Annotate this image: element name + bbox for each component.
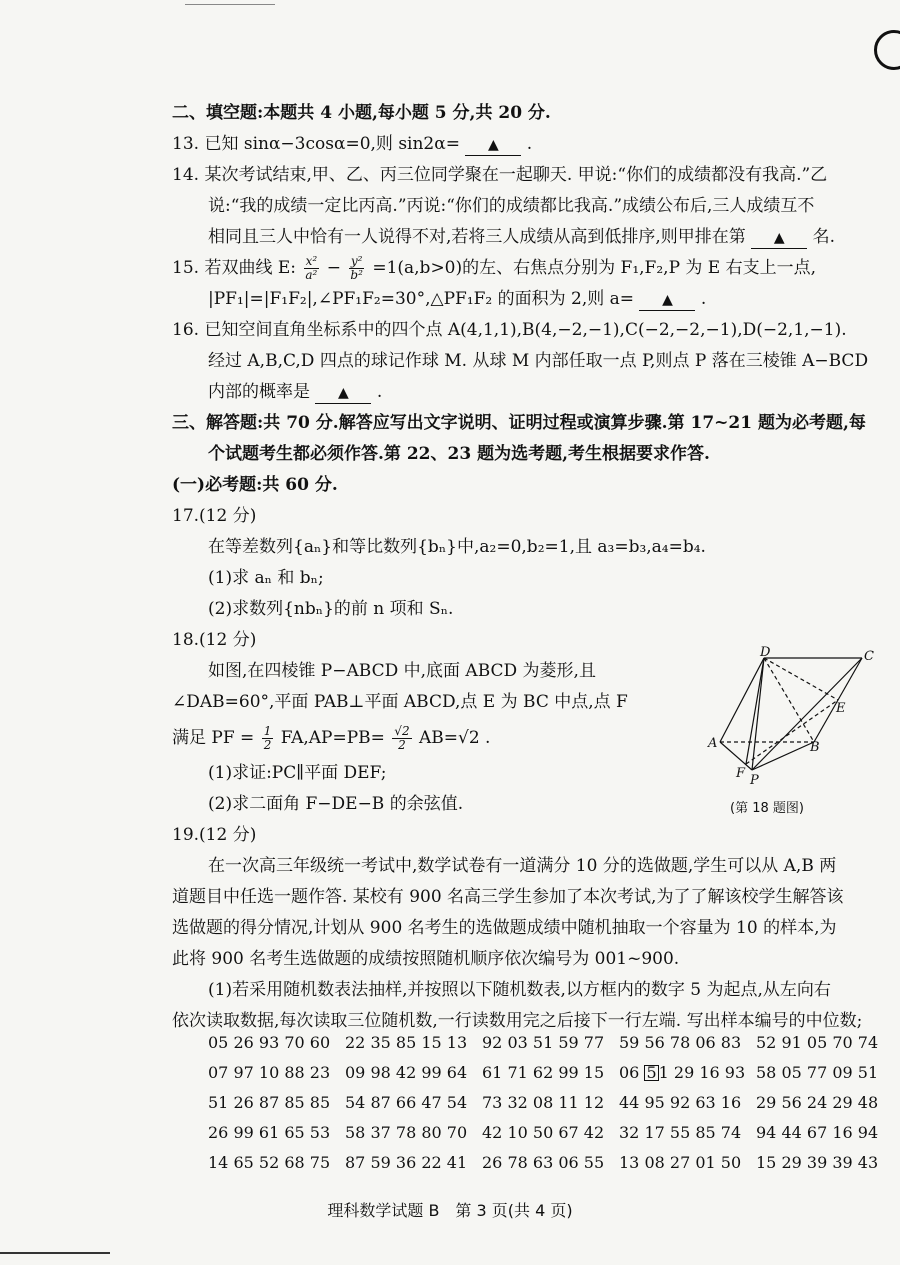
label-B: B	[810, 740, 820, 755]
table-row: 51 26 87 85 85 54 87 66 47 54 73 32 08 11 12 44 95 92 63 16 29 56 24 29 48	[208, 1093, 879, 1112]
answer-blank: ▲	[639, 290, 695, 311]
label-D: D	[760, 646, 771, 660]
question-18-header: 18.(12 分)	[172, 630, 257, 650]
question-15-line1: 15. 若双曲线 E: $\frac{\text{x²}}{\text{a²}}$ − $\frac{\text{y²}}{\text{b²}}$ =1(a,b>0)的左、右焦点分别为 F₁,F₂,P 为 E 右支上一点,	[172, 254, 817, 282]
question-18-line3: 满足 PF = $\frac{1}{2}$ FA,AP=PB= $\frac{√2}{2}$ AB=√2 .	[172, 724, 491, 752]
fraction-one-half: $\frac{1}{2}$	[263, 724, 272, 752]
label-C: C	[864, 649, 874, 664]
question-17-stem: 在等差数列{aₙ}和等比数列{bₙ}中,a₂=0,b₂=1,且 a₃=b₃,a₄=b₄.	[208, 537, 706, 557]
bottom-rule	[0, 1252, 110, 1254]
fraction-x2-a2: $\frac{\text{x²}}{\text{a²}}$	[305, 254, 318, 282]
question-19-line1: 在一次高三年级统一考试中,数学试卷有一道满分 10 分的选做题,学生可以从 A,B 两	[208, 856, 837, 876]
label-A: A	[708, 736, 718, 751]
page-corner-mark	[874, 30, 900, 70]
answer-blank: ▲	[315, 383, 371, 404]
question-17-header: 17.(12 分)	[172, 506, 257, 526]
question-14-line3: 相同且三人中恰有一人说得不对,若将三人成绩从高到低排序,则甲排在第 ▲ 名.	[208, 227, 836, 247]
fraction-y2-b2: $\frac{\text{y²}}{\text{b²}}$	[350, 254, 363, 282]
question-19-line3: 选做题的得分情况,计划从 900 名考生的选做题成绩中随机抽取一个容量为 10 的样本,为	[172, 918, 837, 938]
question-15-line2: |PF₁|=|F₁F₂|,∠PF₁F₂=30°,△PF₁F₂ 的面积为 2,则 a= ▲ .	[208, 289, 707, 309]
main-content	[172, 98, 872, 1037]
question-14-line2: 说:“我的成绩一定比丙高.”丙说:“你们的成绩都比我高.”成绩公布后,三人成绩互不	[208, 196, 815, 216]
section3-heading-line1: 三、解答题:共 70 分.解答应写出文字说明、证明过程或演算步骤.第 17~21 题为必考题,每	[172, 413, 866, 433]
question-14-line1: 14. 某次考试结束,甲、乙、丙三位同学聚在一起聊天. 甲说:“你们的成绩都没有我高.”乙	[172, 165, 828, 185]
question-13: 13. 已知 sinα−3cosα=0,则 sin2α= ▲ .	[172, 134, 533, 154]
label-F: F	[736, 766, 746, 781]
table-row: 26 99 61 65 53 58 37 78 80 70 42 10 50 67 42 32 17 55 85 74 94 44 67 16 94	[208, 1123, 879, 1142]
question-19-line6: 依次读取数据,每次读取三位随机数,一行读数用完之后接下一行左端. 写出样本编号的中位数;	[172, 1011, 863, 1031]
answer-blank: ▲	[465, 135, 521, 156]
edge-PB	[752, 742, 814, 770]
question-19-line5: (1)若采用随机数表法抽样,并按照以下随机数表,以方框内的数字 5 为起点,从左向右	[208, 980, 831, 1000]
question-18-part2: (2)求二面角 F−DE−B 的余弦值.	[208, 794, 464, 814]
question-19-line2: 道题目中任选一题作答. 某校有 900 名高三学生参加了本次考试,为了了解该校学生解答该	[172, 887, 844, 907]
question-18-line2: ∠DAB=60°,平面 PAB⊥平面 ABCD,点 E 为 BC 中点,点 F	[172, 692, 628, 712]
pyramid-figure	[700, 646, 880, 826]
question-16-line2: 经过 A,B,C,D 四点的球记作球 M. 从球 M 内部任取一点 P,则点 P 落在三棱锥 A−BCD	[208, 351, 869, 371]
figure-caption: (第 18 题图)	[730, 801, 804, 816]
answer-blank: ▲	[751, 228, 807, 249]
top-rule	[185, 4, 275, 5]
random-number-table	[208, 1028, 893, 1178]
edge-DE	[764, 658, 838, 700]
section3-heading-line2: 个试题考生都必须作答.第 22、23 题为选考题,考生根据要求作答.	[208, 444, 710, 464]
page-footer: 理科数学试题 B 第 3 页(共 4 页)	[327, 1201, 573, 1220]
start-digit-box: 5	[646, 1063, 657, 1082]
label-E: E	[836, 701, 846, 716]
required-section-heading: (一)必考题:共 60 分.	[172, 475, 338, 495]
question-19-line4: 此将 900 名考生选做题的成绩按照随机顺序依次编号为 001~900.	[172, 949, 680, 969]
edge-PD	[752, 658, 764, 770]
edge-PC	[752, 658, 862, 770]
section2-heading: 二、填空题:本题共 4 小题,每小题 5 分,共 20 分.	[172, 103, 551, 123]
question-16-line3: 内部的概率是 ▲ .	[208, 382, 383, 402]
edge-DB	[764, 658, 814, 742]
boxed-start-cell: 06 5 1 29 16 93	[619, 1063, 746, 1082]
question-18-part1: (1)求证:PC∥平面 DEF;	[208, 763, 387, 783]
question-18-line1: 如图,在四棱锥 P−ABCD 中,底面 ABCD 为菱形,且	[208, 661, 596, 681]
table-row: 05 26 93 70 60 22 35 85 15 13 92 03 51 59 77 59 56 78 06 83 52 91 05 70 74	[208, 1033, 879, 1052]
label-P: P	[750, 773, 759, 788]
question-16-line1: 16. 已知空间直角坐标系中的四个点 A(4,1,1),B(4,−2,−1),C(−2,−2,−1),D(−2,1,−1).	[172, 320, 847, 340]
edge-FE	[746, 700, 838, 764]
question-17-part1: (1)求 aₙ 和 bₙ;	[208, 568, 324, 588]
fraction-root2-over-2: $\frac{√2}{2}$	[394, 724, 410, 752]
table-row: 14 65 52 68 75 87 59 36 22 41 26 78 63 06 55 13 08 27 01 50 15 29 39 39 43	[208, 1153, 879, 1172]
question-17-part2: (2)求数列{nbₙ}的前 n 项和 Sₙ.	[208, 599, 454, 619]
question-19-header: 19.(12 分)	[172, 825, 257, 845]
table-row: 07 97 10 88 23 09 98 42 99 64 61 71 62 99 15 06 5 1 29 16 93 58 05 77 09 51	[208, 1058, 893, 1088]
